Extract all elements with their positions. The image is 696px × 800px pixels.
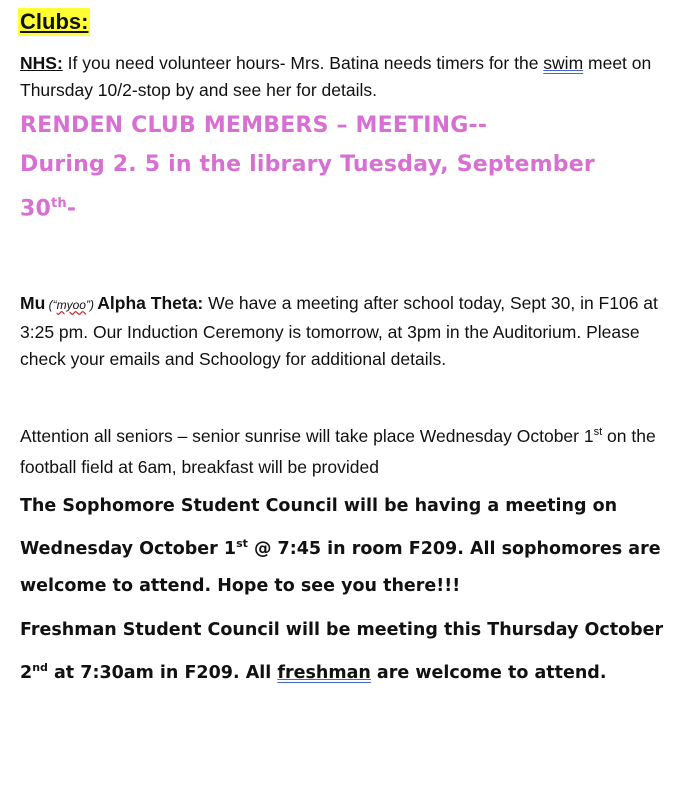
fresh-text-1: Freshman Student Council will be meeting this Thursday October 2 — [20, 619, 664, 683]
clubs-heading-row — [20, 8, 680, 36]
renden-day-suffix: th — [51, 196, 67, 211]
renden-line-3-end: - — [66, 196, 77, 222]
soph-text-1: The Sophomore Student Council will be having a meeting on Wednesday October 1 — [20, 496, 618, 559]
freshman-council-announcement — [20, 612, 680, 692]
announcement-document — [20, 8, 680, 692]
sophomore-council-announcement — [20, 488, 680, 605]
seniors-text-1: Attention all seniors – senior sunrise will take place Wednesday October 1 — [20, 426, 594, 447]
renden-line-2: During 2. 5 in the library Tuesday, September — [20, 152, 595, 177]
seniors-announcement — [20, 417, 680, 483]
mu-text: We have a meeting after school today, Sept 30, in F106 at 3:25 pm. Our Induction Ceremony is tomorrow, at 3pm in the Auditorium. Please check your emails and Schoology for additional details. — [20, 293, 658, 370]
renden-line-3 — [20, 184, 680, 228]
mu-alpha-theta-announcement — [20, 290, 680, 373]
fresh-text-2: at 7:30am in F209. All — [47, 662, 278, 683]
renden-club-announcement — [20, 106, 680, 228]
nhs-label: NHS: — [20, 53, 63, 73]
fresh-word: freshman — [277, 662, 371, 683]
nhs-swim-word: swim — [543, 53, 584, 73]
renden-day: 30 — [20, 196, 52, 222]
mu-name-2: Alpha Theta: — [97, 293, 204, 314]
mu-name-1: Mu — [20, 293, 46, 314]
seniors-sup: st — [593, 426, 603, 439]
mu-pron-open: (“ — [45, 298, 57, 313]
clubs-heading: Clubs: — [20, 9, 89, 34]
renden-line-1: RENDEN CLUB MEMBERS – MEETING-- — [20, 113, 488, 138]
fresh-sup: nd — [32, 660, 48, 674]
mu-pron-word: myoo — [56, 298, 86, 313]
fresh-text-3: are welcome to attend. — [370, 662, 607, 683]
nhs-text-1: If you need volunteer hours- Mrs. Batina needs timers for the — [62, 53, 544, 73]
nhs-announcement — [20, 50, 680, 104]
mu-pronunciation — [45, 298, 97, 312]
seniors-text-2: on the football field at 6am, breakfast will be provided — [20, 426, 656, 478]
nhs-text-2: meet on Thursday 10/2-stop by and see her for details. — [20, 53, 652, 100]
mu-pron-close: ”) — [85, 298, 98, 313]
soph-sup: st — [236, 537, 248, 551]
soph-text-2: @ 7:45 in room F209. All sophomores are welcome to attend. Hope to see you there!!! — [20, 538, 661, 596]
